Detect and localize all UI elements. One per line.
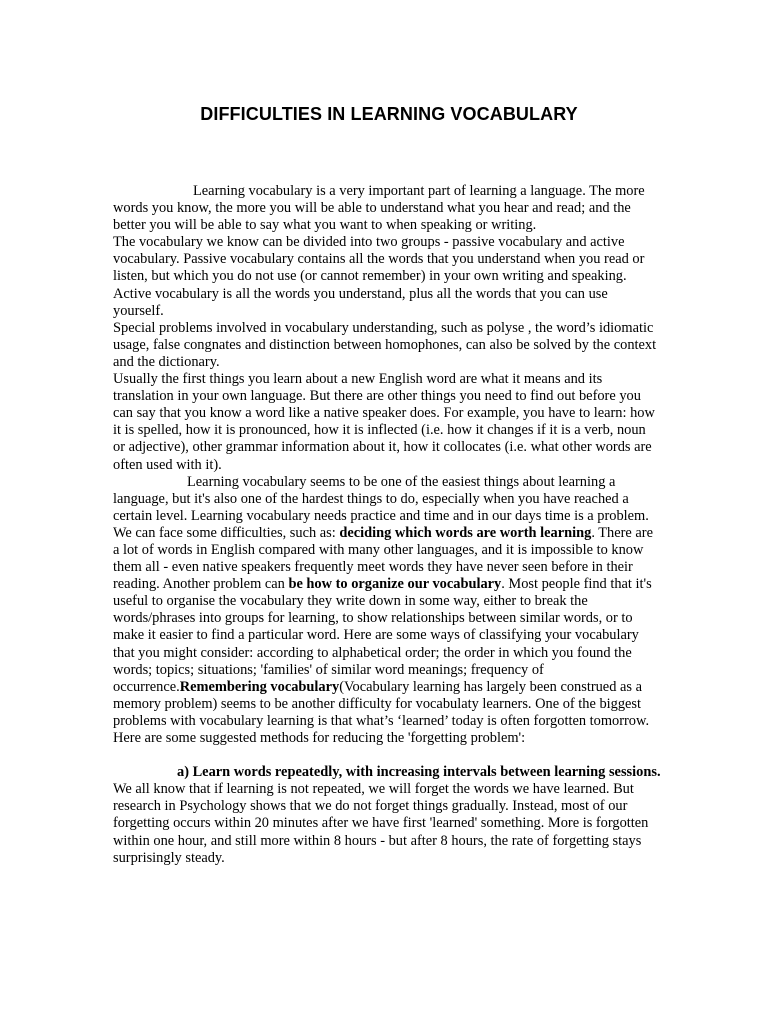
paragraph-first-things: Usually the first things you learn about a new English word are what it means and its translation in your own language. But there are other things you need to find out before you can say that you know a word like a native speaker does. For example, you have to learn: how it is spelled, how it is pronounced, how it is inflected (i.e. how it changes if it is a verb, noun or adjective), other grammar information about it, how it collocates (i.e. what other words are often used with it).: [113, 371, 655, 473]
paragraph-gap: [113, 747, 661, 764]
text-run: . There are a lot of words in English compared with many other languages, and it is impossible to know them all - even native speakers frequently meet words they have never seen before in their reading. Another problem can: [113, 524, 653, 593]
text-run: We all know that if learning is not repeated, we will forget the words we have learned. But research in Psychology shows that we do not forget things gradually. Instead, most of our forgetting occurs within 20 minutes after we have first 'learned' something. More is forgotten within one hour, and still more within 8 hours - but after 8 hours, the rate of forgetting stays surprisingly steady.: [113, 781, 649, 866]
bold-phrase-organize-vocabulary: be how to organize our vocabulary: [288, 576, 502, 593]
paragraph-difficulties: [113, 474, 661, 748]
document-body: [113, 183, 661, 867]
paragraph-special-problems: Special problems involved in vocabulary understanding, such as polyse , the word’s idiomatic usage, false congnates and distinction between homophones, can also be solved by the context and the dictionary.: [113, 319, 657, 370]
paragraph-vocabulary-groups: The vocabulary we know can be divided into two groups - passive vocabulary and active vocabulary. Passive vocabulary contains all the words that you understand when you read or listen, but which you do not use (or cannot remember) in your own writing and speaking. Active vocabulary is all the words you understand, plus all the words that you can use yourself.: [113, 234, 645, 319]
method-a-heading: a) Learn words repeatedly, with increasing intervals between learning sessions.: [177, 764, 661, 781]
text-run: . Most people find that it's useful to organise the vocabulary they write down in some way, either to break the words/phrases into groups for learning, to show relationships between similar words, or to make it easier to find a particular word. Here are some ways of classifying your vocabulary that you might consider: according to alphabetical order; the order in which you found the words; topics; situations; 'families' of similar word meanings; frequency of occurrence.: [113, 576, 652, 695]
document-title: DIFFICULTIES IN LEARNING VOCABULARY: [200, 104, 578, 124]
paragraph-intro: Learning vocabulary is a very important part of learning a language. The more words you know, the more you will be able to understand what you hear and read; and the better you will be able to say what you want to when speaking or writing.: [113, 183, 645, 234]
bold-phrase-remembering-vocabulary: Remembering vocabulary: [179, 678, 340, 695]
bold-phrase-deciding-words: deciding which words are worth learning: [339, 524, 592, 541]
paragraph-method-a: [113, 764, 661, 867]
text-run: (Vocabulary learning has largely been construed as a memory problem) seems to be another difficulty for vocabulaty learners. One of the biggest problems with vocabulary learning is that what’s ‘learned’ today is often forgotten tomorrow. Here are some suggested methods for reducing the 'forgetting problem':: [113, 678, 650, 746]
text-run: Learning vocabulary seems to be one of the easiest things about learning a language, but it's also one of the hardest things to do, especially when you have reached a certain level. Learning vocabulary needs practice and time and in our days time is a problem. We can face some difficulties, such as:: [113, 473, 649, 541]
